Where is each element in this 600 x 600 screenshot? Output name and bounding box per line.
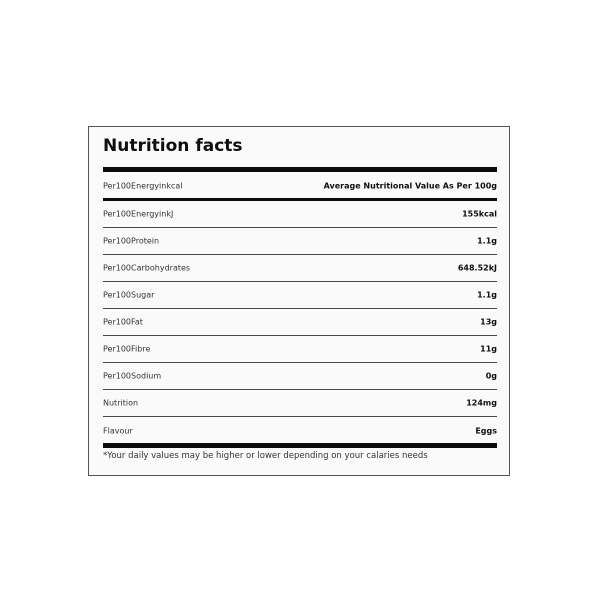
nutrient-label: Nutrition [103, 398, 139, 408]
nutrient-value: 13g [480, 317, 497, 327]
nutrient-label: Per100Fibre [103, 344, 151, 354]
nutrient-label: Per100Fat [103, 317, 143, 327]
footnote: *Your daily values may be higher or lower depending on your calaries needs [103, 451, 428, 461]
nutrient-label: Per100Sugar [103, 290, 155, 300]
nutrient-label: Flavour [103, 426, 133, 435]
nutrient-row-sodium [103, 363, 497, 390]
nutrient-value: 1.1g [477, 290, 497, 300]
nutrient-row-sugar [103, 282, 497, 309]
nutrient-label: Per100EnergyinkJ [103, 209, 174, 219]
nutrient-value: 1.1g [477, 236, 497, 246]
nutrient-value: 648.52kJ [457, 263, 497, 273]
nutrient-row-nutrition [103, 390, 497, 417]
nutrient-value: Eggs [475, 426, 497, 435]
header-label: Per100Energyinkcal [103, 181, 183, 190]
nutrient-row-protein [103, 228, 497, 255]
nutrient-row-fat [103, 309, 497, 336]
nutrient-row-energy-kj [103, 201, 497, 228]
nutrient-row-flavour [103, 417, 497, 444]
header-row [103, 172, 497, 199]
nutrient-row-fibre [103, 336, 497, 363]
nutrient-row-carbohydrates [103, 255, 497, 282]
nutrient-value: 11g [480, 344, 497, 354]
bottom-thick-divider [103, 443, 497, 448]
nutrient-label: Per100Protein [103, 236, 160, 246]
nutrient-value: 124mg [466, 398, 497, 408]
nutrient-value: 155kcal [462, 209, 497, 219]
nutrient-label: Per100Sodium [103, 371, 162, 381]
nutrition-facts-panel [88, 126, 510, 476]
panel-title: Nutrition facts [103, 136, 243, 156]
nutrient-label: Per100Carbohydrates [103, 263, 191, 273]
header-value: Average Nutritional Value As Per 100g [323, 181, 497, 190]
nutrient-value: 0g [485, 371, 497, 381]
